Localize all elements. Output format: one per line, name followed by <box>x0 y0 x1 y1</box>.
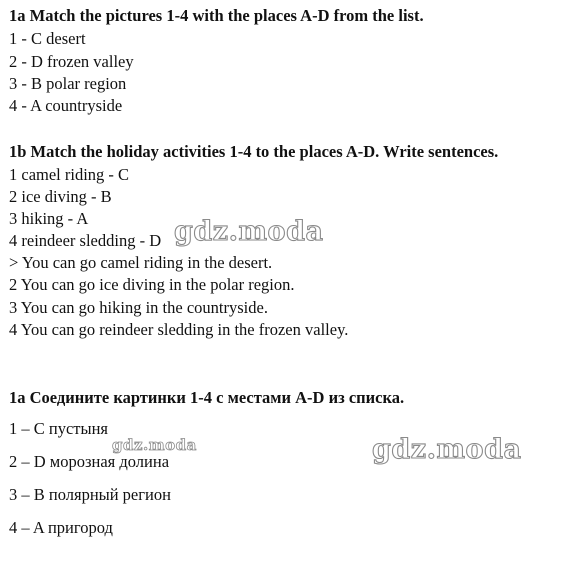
answer-line-ru: 2 – D морозная долина <box>9 452 170 471</box>
section-1a-heading: 1a Match the pictures 1-4 with the places A-D from the list. <box>9 6 424 25</box>
match-line: 3 hiking - A <box>9 209 89 228</box>
watermark: gdz.moda <box>112 436 197 454</box>
answer-line-ru: 3 – B полярный регион <box>9 485 171 504</box>
match-line: 2 ice diving - B <box>9 187 112 206</box>
answer-line: 4 - A countryside <box>9 96 123 115</box>
answer-line-ru: 4 – A пригород <box>9 518 113 537</box>
sentence-line: 3 You can go hiking in the countryside. <box>9 298 268 317</box>
section-1a-ru-heading: 1а Соедините картинки 1-4 с местами A-D из списка. <box>9 388 405 407</box>
answer-line-ru: 1 – C пустыня <box>9 419 108 438</box>
answer-line: 1 - C desert <box>9 29 86 48</box>
answer-line: 2 - D frozen valley <box>9 52 134 71</box>
sentence-line: 4 You can go reindeer sledding in the frozen valley. <box>9 320 349 339</box>
match-line: 1 camel riding - C <box>9 165 130 184</box>
watermark: gdz.moda <box>174 216 324 247</box>
watermark: gdz.moda <box>372 434 522 465</box>
sentence-line: 2 You can go ice diving in the polar region. <box>9 275 295 294</box>
match-line: 4 reindeer sledding - D <box>9 231 162 250</box>
section-1b-heading: 1b Match the holiday activities 1-4 to the places A-D. Write sentences. <box>9 142 499 161</box>
answer-line: 3 - B polar region <box>9 74 127 93</box>
sentence-line: > You can go camel riding in the desert. <box>9 253 273 272</box>
